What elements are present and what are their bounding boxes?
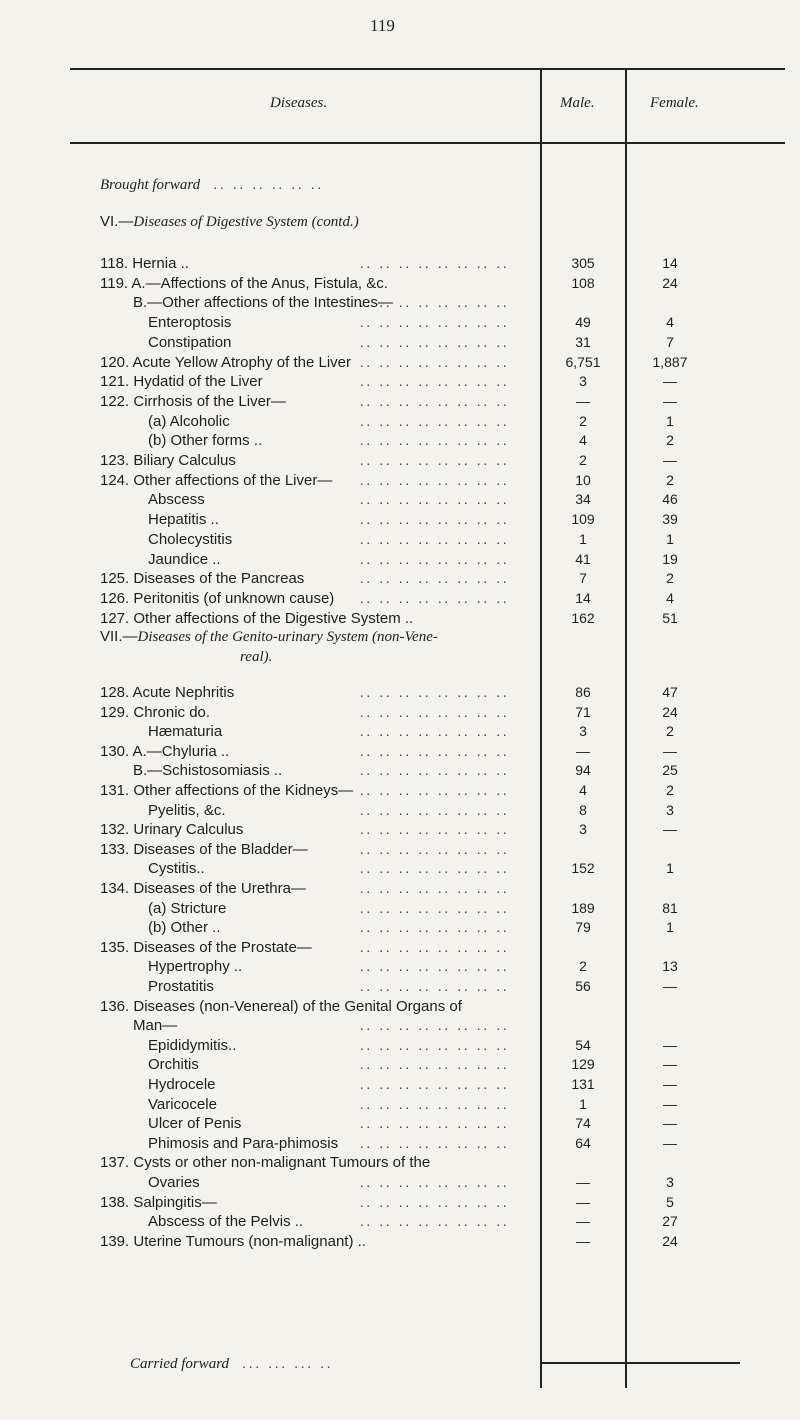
male-count: 189 bbox=[571, 899, 595, 916]
female-count: 3 bbox=[666, 1174, 674, 1190]
male-count: 3 bbox=[579, 821, 587, 838]
leader-dots: .. .. .. .. .. .. .. .. bbox=[360, 1195, 510, 1211]
leader-dots: .. .. .. .. .. .. .. .. bbox=[360, 921, 510, 937]
female-count: 24 bbox=[662, 274, 678, 291]
row-label: 125. Diseases of the Pancreas bbox=[100, 570, 305, 588]
female-count: 2 bbox=[666, 471, 674, 488]
leader-dots: .. .. .. .. .. .. .. .. bbox=[360, 394, 510, 410]
table-row bbox=[0, 354, 800, 371]
row-label: Constipation bbox=[148, 333, 232, 351]
table-row bbox=[0, 782, 800, 799]
table-row bbox=[0, 841, 800, 858]
brought-forward-label: Brought forward bbox=[100, 177, 201, 193]
leader-dots: .. .. .. .. .. .. .. .. bbox=[360, 940, 510, 956]
male-count: 108 bbox=[571, 274, 595, 291]
section-6-prefix: VI.— bbox=[100, 213, 134, 230]
male-count: 6,751 bbox=[565, 353, 601, 370]
leader-dots: .. .. .. .. .. .. .. .. bbox=[360, 744, 510, 760]
male-count: 1 bbox=[579, 1095, 587, 1112]
bottom-rule bbox=[540, 1362, 740, 1364]
male-count: — bbox=[576, 1213, 590, 1230]
female-count: 2 bbox=[666, 570, 674, 587]
female-count: — bbox=[663, 452, 677, 468]
section-7-title bbox=[100, 628, 438, 646]
table-row bbox=[0, 743, 800, 760]
top-rule bbox=[70, 68, 785, 70]
male-count: 56 bbox=[575, 978, 591, 994]
leader-dots: .. .. .. .. .. .. .. .. bbox=[360, 591, 510, 607]
leader-dots: .. .. .. .. .. .. .. .. bbox=[360, 1019, 510, 1035]
female-count: — bbox=[663, 1134, 677, 1151]
leader-dots: ... ... ... .. bbox=[242, 1357, 334, 1372]
table-row bbox=[0, 432, 800, 449]
row-label: Varicocele bbox=[148, 1095, 217, 1113]
row-label: Abscess of the Pelvis .. bbox=[148, 1213, 304, 1231]
leader-dots: .. .. .. .. .. .. .. .. bbox=[360, 493, 510, 509]
leader-dots: .. .. .. .. .. .. .. .. bbox=[360, 532, 510, 548]
female-count: 5 bbox=[666, 1193, 674, 1210]
section-6-title bbox=[100, 213, 359, 231]
header-diseases: Diseases. bbox=[270, 95, 328, 111]
female-count: — bbox=[663, 821, 677, 838]
row-label: 133. Diseases of the Bladder— bbox=[100, 840, 308, 858]
row-label: 128. Acute Nephritis bbox=[100, 684, 235, 701]
table-row bbox=[0, 413, 800, 430]
female-count: — bbox=[663, 742, 677, 759]
male-count: 4 bbox=[579, 432, 587, 449]
leader-dots: .. .. .. .. .. .. .. .. bbox=[360, 257, 510, 272]
male-count: — bbox=[576, 742, 590, 759]
male-count: 94 bbox=[575, 762, 591, 779]
header-male: Male. bbox=[560, 95, 595, 111]
row-label: Pyelitis, &c. bbox=[148, 801, 226, 819]
female-count: 39 bbox=[662, 511, 678, 528]
table-row bbox=[0, 452, 800, 469]
table-row bbox=[0, 900, 800, 917]
row-label: Abscess bbox=[148, 491, 205, 509]
table-row bbox=[0, 1037, 800, 1054]
female-count: — bbox=[663, 392, 677, 409]
male-count: 305 bbox=[571, 255, 595, 271]
female-count: 19 bbox=[662, 550, 678, 567]
male-count: 129 bbox=[571, 1056, 595, 1073]
table-row bbox=[0, 1154, 800, 1171]
leader-dots: .. .. .. .. .. .. .. .. bbox=[360, 803, 510, 819]
row-label: 134. Diseases of the Urethra— bbox=[100, 880, 306, 897]
row-label: Phimosis and Para-phimosis bbox=[148, 1134, 339, 1152]
female-count: 47 bbox=[662, 684, 678, 700]
row-label: 137. Cysts or other non-malignant Tumours of the bbox=[100, 1154, 431, 1172]
male-count: 3 bbox=[579, 723, 587, 740]
row-label: 124. Other affections of the Liver— bbox=[100, 471, 333, 489]
row-label: Hydrocele bbox=[148, 1076, 216, 1093]
table-row bbox=[0, 880, 800, 897]
leader-dots: .. .. .. .. .. .. .. .. bbox=[360, 1078, 510, 1093]
section-7-prefix: VII.— bbox=[100, 628, 138, 645]
leader-dots: .. .. .. .. .. .. .. .. bbox=[360, 1215, 510, 1231]
row-label: Cholecystitis bbox=[148, 530, 233, 548]
male-count: 131 bbox=[571, 1076, 595, 1092]
row-label: Prostatitis bbox=[148, 978, 214, 995]
row-label: Orchitis bbox=[148, 1056, 199, 1074]
table-row bbox=[0, 610, 800, 627]
male-count: 3 bbox=[579, 373, 587, 390]
male-count: 54 bbox=[575, 1036, 591, 1053]
table-row bbox=[0, 511, 800, 528]
table-row bbox=[0, 314, 800, 331]
row-label: 120. Acute Yellow Atrophy of the Liver bbox=[100, 353, 352, 371]
male-count: 10 bbox=[575, 471, 591, 488]
leader-dots: .. .. .. .. .. .. .. .. bbox=[360, 842, 510, 858]
female-count: 3 bbox=[666, 801, 674, 818]
section-7-heading-line1: Diseases of the Genito-urinary System (non-Vene- bbox=[137, 629, 438, 645]
table-row bbox=[0, 1174, 800, 1191]
female-count: — bbox=[663, 1115, 677, 1132]
leader-dots: .. .. .. .. .. .. .. .. bbox=[360, 355, 510, 371]
table-row bbox=[0, 1213, 800, 1230]
male-count: 49 bbox=[575, 314, 591, 331]
table-row bbox=[0, 1135, 800, 1152]
row-label: B.—Schistosomiasis .. bbox=[133, 762, 283, 780]
male-count: — bbox=[576, 1174, 590, 1190]
row-label: Jaundice .. bbox=[148, 550, 221, 568]
female-count: 46 bbox=[662, 491, 678, 508]
row-label: 121. Hydatid of the Liver bbox=[100, 373, 263, 391]
row-label: Cystitis.. bbox=[148, 860, 205, 878]
leader-dots: .. .. .. .. .. .. .. .. bbox=[360, 823, 510, 839]
male-count: — bbox=[576, 392, 590, 409]
female-count: 4 bbox=[666, 314, 674, 331]
male-count: 64 bbox=[575, 1134, 591, 1151]
row-label: 138. Salpingitis— bbox=[100, 1193, 217, 1211]
row-label: 118. Hernia .. bbox=[100, 255, 189, 272]
leader-dots: .. .. .. .. .. .. .. .. bbox=[360, 454, 510, 469]
leader-dots: .. .. .. .. .. .. .. .. bbox=[360, 434, 510, 450]
leader-dots: .. .. .. .. .. .. .. .. bbox=[360, 335, 510, 351]
leader-dots: .. .. .. .. .. .. .. .. bbox=[360, 784, 510, 799]
female-count: 24 bbox=[662, 1232, 678, 1249]
female-count: — bbox=[663, 978, 677, 994]
leader-dots: .. .. .. .. .. .. .. .. bbox=[360, 375, 510, 391]
row-label: Ovaries bbox=[148, 1174, 200, 1191]
row-label: (a) Alcoholic bbox=[148, 412, 230, 430]
row-label: 129. Chronic do. bbox=[100, 703, 211, 721]
carried-forward bbox=[130, 1355, 334, 1374]
table-row bbox=[0, 393, 800, 410]
table-row bbox=[0, 1056, 800, 1073]
leader-dots: .. .. .. .. .. .. .. .. bbox=[360, 552, 510, 568]
female-count: 1 bbox=[666, 412, 674, 429]
table-row bbox=[0, 551, 800, 568]
table-row bbox=[0, 802, 800, 819]
female-count: 7 bbox=[666, 333, 674, 350]
leader-dots: .. .. .. .. .. .. .. .. bbox=[360, 960, 510, 976]
male-count: — bbox=[576, 1193, 590, 1210]
table-row bbox=[0, 998, 800, 1015]
row-label: 127. Other affections of the Digestive System .. bbox=[100, 609, 414, 627]
male-count: — bbox=[576, 1232, 590, 1249]
row-label: Hæmaturia bbox=[148, 723, 223, 741]
table-row bbox=[0, 531, 800, 548]
row-label: Man— bbox=[133, 1017, 178, 1035]
table-row bbox=[0, 275, 800, 292]
female-count: — bbox=[663, 1095, 677, 1112]
table-row bbox=[0, 821, 800, 838]
row-label: 139. Uterine Tumours (non-malignant) .. bbox=[100, 1232, 366, 1250]
male-count: 86 bbox=[575, 684, 591, 700]
row-label: 132. Urinary Calculus bbox=[100, 821, 244, 839]
leader-dots: .. .. .. .. .. .. .. .. bbox=[360, 686, 510, 701]
male-count: 31 bbox=[575, 333, 591, 350]
female-count: 13 bbox=[662, 958, 678, 975]
female-count: 27 bbox=[662, 1213, 678, 1230]
leader-dots: .. .. .. .. .. .. .. .. bbox=[360, 296, 510, 312]
leader-dots: .. .. .. .. .. .. .. .. bbox=[360, 882, 510, 897]
section-6-heading: Diseases of Digestive System (contd.) bbox=[133, 214, 359, 230]
table-row bbox=[0, 939, 800, 956]
row-label: 126. Peritonitis (of unknown cause) bbox=[100, 589, 335, 607]
female-count: 2 bbox=[666, 432, 674, 449]
female-count: 14 bbox=[662, 255, 678, 271]
male-count: 7 bbox=[579, 570, 587, 587]
row-label: 123. Biliary Calculus bbox=[100, 452, 236, 469]
male-count: 2 bbox=[579, 412, 587, 429]
female-count: 24 bbox=[662, 703, 678, 720]
header-rule bbox=[70, 142, 785, 144]
female-count: 25 bbox=[662, 762, 678, 779]
table-row bbox=[0, 919, 800, 936]
row-label: 135. Diseases of the Prostate— bbox=[100, 938, 312, 956]
female-count: 81 bbox=[662, 899, 678, 916]
female-count: — bbox=[663, 1036, 677, 1053]
leader-dots: .. .. .. .. .. .. .. .. bbox=[360, 764, 510, 780]
carried-forward-label: Carried forward bbox=[130, 1356, 230, 1372]
leader-dots: .. .. .. .. .. .. .. .. bbox=[360, 1097, 510, 1113]
table-row bbox=[0, 958, 800, 975]
male-count: 14 bbox=[575, 589, 591, 606]
table-row bbox=[0, 1115, 800, 1132]
row-label: 136. Diseases (non-Venereal) of the Genital Organs of bbox=[100, 997, 462, 1015]
table-row bbox=[0, 590, 800, 607]
row-label: Enteroptosis bbox=[148, 314, 232, 332]
leader-dots: .. .. .. .. .. .. .. .. bbox=[360, 1038, 510, 1054]
female-count: 2 bbox=[666, 782, 674, 798]
table-row bbox=[0, 1076, 800, 1093]
row-label: (a) Stricture bbox=[148, 899, 227, 917]
table-row bbox=[0, 334, 800, 351]
leader-dots: .. .. .. .. .. .. .. .. bbox=[360, 901, 510, 917]
male-count: 34 bbox=[575, 491, 591, 508]
leader-dots: .. .. .. .. .. .. .. .. bbox=[360, 725, 510, 741]
male-count: 71 bbox=[575, 703, 591, 720]
table-row bbox=[0, 723, 800, 740]
leader-dots: .. .. .. .. .. .. .. .. bbox=[360, 473, 510, 489]
male-count: 8 bbox=[579, 801, 587, 818]
leader-dots: .. .. .. .. .. .. .. .. bbox=[360, 1117, 510, 1133]
row-label: 122. Cirrhosis of the Liver— bbox=[100, 392, 286, 410]
leader-dots: .. .. .. .. .. .. .. .. bbox=[360, 414, 510, 430]
female-count: 1,887 bbox=[652, 353, 688, 370]
leader-dots: .. .. .. .. .. .. .. .. bbox=[360, 862, 510, 878]
table-row bbox=[0, 373, 800, 390]
table-row bbox=[0, 684, 800, 701]
table-row bbox=[0, 491, 800, 508]
section-7-title-line2: real). bbox=[240, 649, 273, 665]
female-count: 1 bbox=[666, 530, 674, 547]
female-count: 1 bbox=[666, 860, 674, 877]
female-count: 2 bbox=[666, 723, 674, 740]
leader-dots: .. .. .. .. .. .. bbox=[213, 178, 325, 193]
table-row bbox=[0, 294, 800, 311]
header-female: Female. bbox=[650, 95, 699, 111]
male-count: 152 bbox=[571, 860, 595, 877]
leader-dots: .. .. .. .. .. .. .. .. bbox=[360, 1058, 510, 1074]
row-label: (b) Other forms .. bbox=[148, 432, 263, 450]
male-count: 79 bbox=[575, 919, 591, 936]
brought-forward bbox=[100, 176, 325, 195]
female-count: — bbox=[663, 1076, 677, 1092]
row-label: B.—Other affections of the Intestines— bbox=[133, 294, 393, 312]
male-count: 4 bbox=[579, 782, 587, 798]
female-count: 51 bbox=[662, 609, 678, 626]
leader-dots: .. .. .. .. .. .. .. .. bbox=[360, 1176, 510, 1191]
table-row bbox=[0, 762, 800, 779]
row-label: (b) Other .. bbox=[148, 919, 221, 937]
table-row bbox=[0, 978, 800, 995]
table-row bbox=[0, 1096, 800, 1113]
male-count: 41 bbox=[575, 550, 591, 567]
row-label: 130. A.—Chyluria .. bbox=[100, 742, 230, 760]
leader-dots: .. .. .. .. .. .. .. .. bbox=[360, 572, 510, 588]
table-row bbox=[0, 704, 800, 721]
male-count: 74 bbox=[575, 1115, 591, 1132]
page-number: 119 bbox=[370, 16, 395, 35]
row-label: Hypertrophy .. bbox=[148, 958, 243, 976]
row-label: Hepatitis .. bbox=[148, 511, 219, 529]
table-row bbox=[0, 472, 800, 489]
male-count: 2 bbox=[579, 958, 587, 975]
row-label: 131. Other affections of the Kidneys— bbox=[100, 782, 354, 799]
female-count: 1 bbox=[666, 919, 674, 936]
table-row bbox=[0, 570, 800, 587]
table-row bbox=[0, 255, 800, 272]
male-count: 162 bbox=[571, 609, 595, 626]
male-count: 109 bbox=[571, 511, 595, 528]
female-count: — bbox=[663, 373, 677, 390]
table-row bbox=[0, 1233, 800, 1250]
female-count: 4 bbox=[666, 589, 674, 606]
table-row bbox=[0, 1017, 800, 1034]
table-row bbox=[0, 860, 800, 877]
table-row bbox=[0, 1194, 800, 1211]
male-count: 1 bbox=[579, 530, 587, 547]
female-count: — bbox=[663, 1056, 677, 1073]
male-count: 2 bbox=[579, 452, 587, 468]
leader-dots: .. .. .. .. .. .. .. .. bbox=[360, 1136, 510, 1152]
leader-dots: .. .. .. .. .. .. .. .. bbox=[360, 316, 510, 332]
row-label: Ulcer of Penis bbox=[148, 1115, 242, 1133]
leader-dots: .. .. .. .. .. .. .. .. bbox=[360, 705, 510, 721]
row-label: 119. A.—Affections of the Anus, Fistula, &c. bbox=[100, 274, 388, 292]
row-label: Epididymitis.. bbox=[148, 1036, 237, 1054]
leader-dots: .. .. .. .. .. .. .. .. bbox=[360, 980, 510, 995]
leader-dots: .. .. .. .. .. .. .. .. bbox=[360, 513, 510, 529]
